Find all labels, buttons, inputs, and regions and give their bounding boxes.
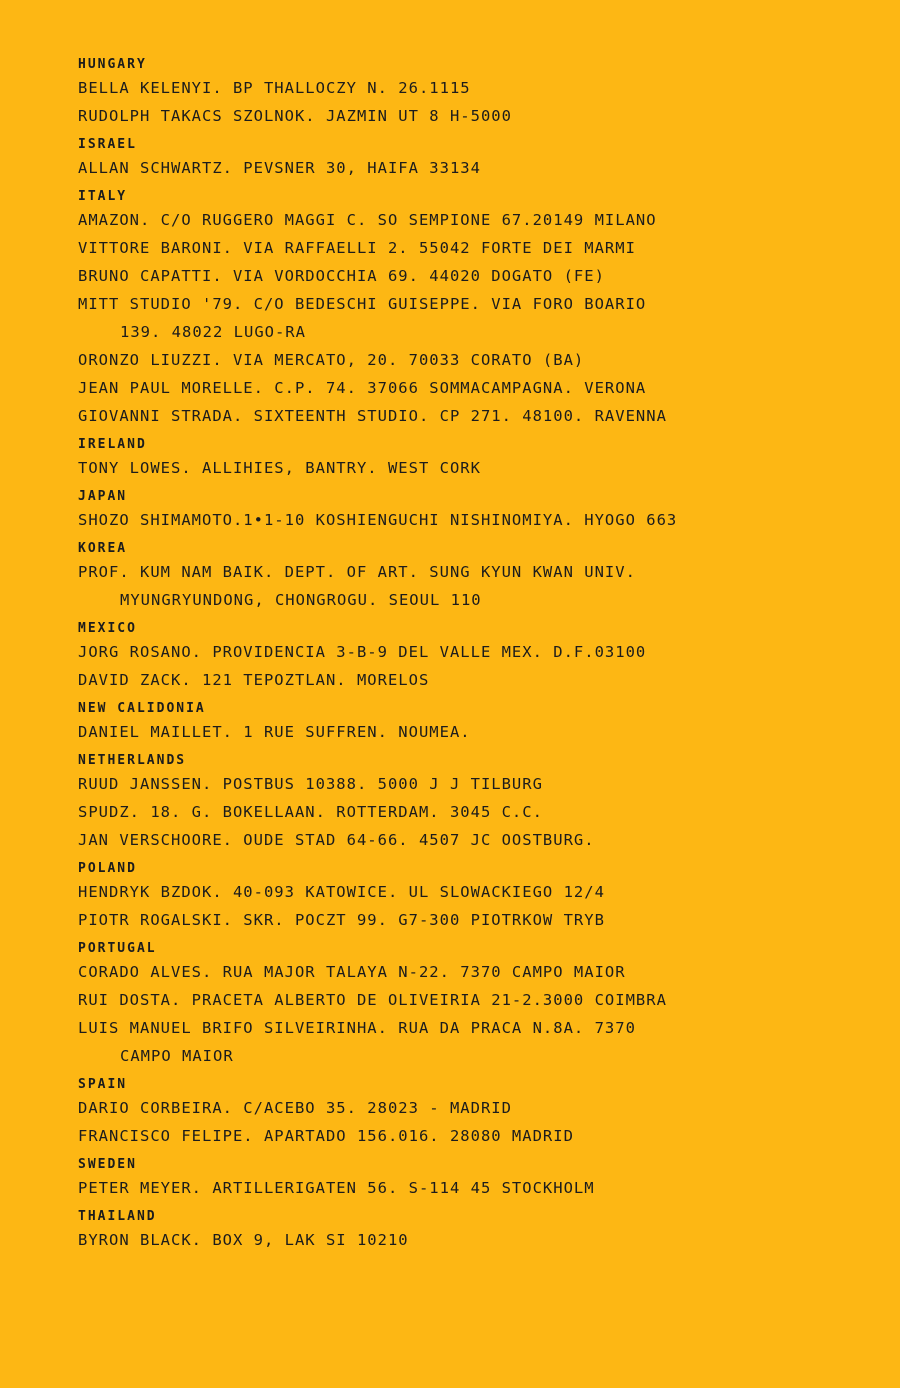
- address-entry: [78, 506, 878, 534]
- country-section: [78, 860, 878, 934]
- address-line: PROF. KUM NAM BAIK. DEPT. OF ART. SUNG KYUN KWAN UNIV.: [78, 563, 636, 581]
- address-entry: [78, 826, 878, 854]
- address-line: SPUDZ. 18. G. BOKELLAAN. ROTTERDAM. 3045 C.C.: [78, 803, 543, 821]
- address-line: JORG ROSANO. PROVIDENCIA 3-B-9 DEL VALLE MEX. D.F.03100: [78, 643, 647, 661]
- address-line: MITT STUDIO '79. C/O BEDESCHI GUISEPPE. VIA FORO BOARIO: [78, 295, 647, 313]
- address-entry: [78, 102, 878, 130]
- address-line: DANIEL MAILLET. 1 RUE SUFFREN. NOUMEA.: [78, 723, 471, 741]
- country-heading: SWEDEN: [78, 1157, 137, 1172]
- country-section: [78, 752, 878, 854]
- address-line: JAN VERSCHOORE. OUDE STAD 64-66. 4507 JC OOSTBURG.: [78, 831, 595, 849]
- address-entry: [78, 1174, 878, 1202]
- address-entry: [78, 1226, 878, 1254]
- country-heading: POLAND: [78, 861, 137, 876]
- address-line: TONY LOWES. ALLIHIES, BANTRY. WEST CORK: [78, 459, 481, 477]
- address-entry: [78, 666, 878, 694]
- address-line: ORONZO LIUZZI. VIA MERCATO, 20. 70033 CORATO (BA): [78, 351, 585, 369]
- country-section: [78, 540, 878, 614]
- country-section: [78, 488, 878, 534]
- country-section: [78, 700, 878, 746]
- address-line: BYRON BLACK. BOX 9, LAK SI 10210: [78, 1231, 409, 1249]
- country-section: [78, 1076, 878, 1150]
- country-heading: ISRAEL: [78, 137, 137, 152]
- address-line: BELLA KELENYI. BP THALLOCZY N. 26.1115: [78, 79, 471, 97]
- address-line: BRUNO CAPATTI. VIA VORDOCCHIA 69. 44020 DOGATO (FE): [78, 267, 605, 285]
- address-entry: [78, 638, 878, 666]
- address-entry: [78, 1094, 878, 1122]
- address-entry: [78, 74, 878, 102]
- address-continuation: 139. 48022 LUGO-RA: [120, 323, 306, 341]
- address-line: PETER MEYER. ARTILLERIGATEN 56. S-114 45 STOCKHOLM: [78, 1179, 595, 1197]
- country-section: [78, 620, 878, 694]
- address-entry: [78, 718, 878, 746]
- address-continuation: MYUNGRYUNDONG, CHONGROGU. SEOUL 110: [120, 591, 482, 609]
- country-heading: SPAIN: [78, 1077, 128, 1092]
- country-heading: HUNGARY: [78, 57, 147, 72]
- address-entry: [78, 1122, 878, 1150]
- country-section: [78, 940, 878, 1070]
- country-section: [78, 436, 878, 482]
- address-line: LUIS MANUEL BRIFO SILVEIRINHA. RUA DA PRACA N.8A. 7370: [78, 1019, 636, 1037]
- country-section: [78, 1208, 878, 1254]
- address-line: JEAN PAUL MORELLE. C.P. 74. 37066 SOMMACAMPAGNA. VERONA: [78, 379, 647, 397]
- address-entry: [78, 262, 878, 290]
- country-section: [78, 136, 878, 182]
- address-line: HENDRYK BZDOK. 40-093 KATOWICE. UL SLOWACKIEGO 12/4: [78, 883, 605, 901]
- address-entry: [78, 958, 878, 986]
- address-entry: [78, 1014, 878, 1070]
- country-heading: IRELAND: [78, 437, 147, 452]
- country-heading: NETHERLANDS: [78, 753, 187, 768]
- address-entry: [78, 454, 878, 482]
- country-heading: KOREA: [78, 541, 128, 556]
- address-continuation: CAMPO MAIOR: [120, 1047, 234, 1065]
- address-entry: [78, 346, 878, 374]
- address-entry: [78, 906, 878, 934]
- address-list: [78, 56, 878, 1260]
- address-entry: [78, 206, 878, 234]
- address-line: RUUD JANSSEN. POSTBUS 10388. 5000 J J TILBURG: [78, 775, 543, 793]
- address-entry: [78, 374, 878, 402]
- address-entry: [78, 402, 878, 430]
- address-entry: [78, 878, 878, 906]
- address-entry: [78, 234, 878, 262]
- address-line: PIOTR ROGALSKI. SKR. POCZT 99. G7-300 PIOTRKOW TRYB: [78, 911, 605, 929]
- address-line: GIOVANNI STRADA. SIXTEENTH STUDIO. CP 271. 48100. RAVENNA: [78, 407, 667, 425]
- country-section: [78, 188, 878, 430]
- country-heading: NEW CALIDONIA: [78, 701, 206, 716]
- address-line: CORADO ALVES. RUA MAJOR TALAYA N-22. 7370 CAMPO MAIOR: [78, 963, 626, 981]
- address-entry: [78, 154, 878, 182]
- address-line: VITTORE BARONI. VIA RAFFAELLI 2. 55042 FORTE DEI MARMI: [78, 239, 636, 257]
- address-line: RUDOLPH TAKACS SZOLNOK. JAZMIN UT 8 H-5000: [78, 107, 512, 125]
- address-entry: [78, 290, 878, 346]
- country-heading: ITALY: [78, 189, 128, 204]
- address-entry: [78, 770, 878, 798]
- country-heading: PORTUGAL: [78, 941, 157, 956]
- address-line: AMAZON. C/O RUGGERO MAGGI C. SO SEMPIONE 67.20149 MILANO: [78, 211, 657, 229]
- address-entry: [78, 558, 878, 614]
- country-section: [78, 1156, 878, 1202]
- address-line: SHOZO SHIMAMOTO.1•1-10 KOSHIENGUCHI NISHINOMIYA. HYOGO 663: [78, 511, 678, 529]
- country-heading: JAPAN: [78, 489, 128, 504]
- country-heading: MEXICO: [78, 621, 137, 636]
- address-line: FRANCISCO FELIPE. APARTADO 156.016. 28080 MADRID: [78, 1127, 574, 1145]
- address-entry: [78, 986, 878, 1014]
- country-heading: THAILAND: [78, 1209, 157, 1224]
- country-section: [78, 56, 878, 130]
- address-line: ALLAN SCHWARTZ. PEVSNER 30, HAIFA 33134: [78, 159, 481, 177]
- address-line: DAVID ZACK. 121 TEPOZTLAN. MORELOS: [78, 671, 430, 689]
- address-entry: [78, 798, 878, 826]
- address-line: RUI DOSTA. PRACETA ALBERTO DE OLIVEIRIA 21-2.3000 COIMBRA: [78, 991, 667, 1009]
- address-line: DARIO CORBEIRA. C/ACEBO 35. 28023 - MADRID: [78, 1099, 512, 1117]
